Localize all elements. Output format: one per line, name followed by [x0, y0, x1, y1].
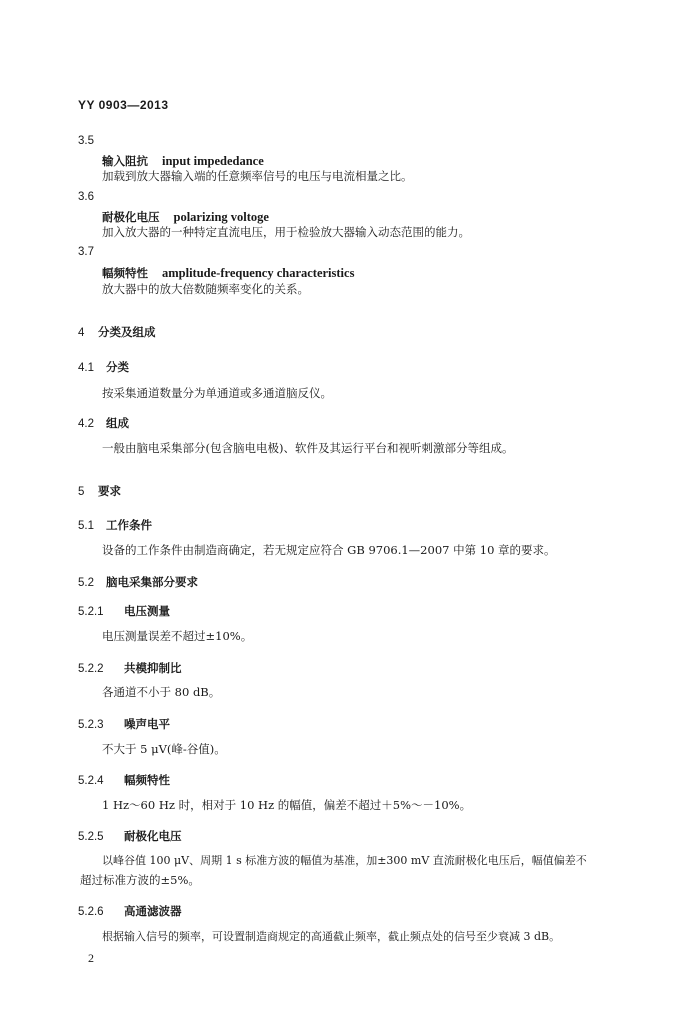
- term-definition: 加入放大器的一种特定直流电压，用于检验放大器输入动态范围的能力。: [102, 225, 470, 239]
- page-number: 2: [88, 951, 94, 965]
- section-title: 噪声电平: [124, 717, 170, 731]
- section-number: 5.2.2: [78, 663, 104, 675]
- term-en: input impededance: [162, 154, 264, 168]
- section-body: 1 Hz～60 Hz 时，相对于 10 Hz 的幅值，偏差不超过＋5%～－10%。: [102, 798, 472, 812]
- term-zh: 耐极化电压: [102, 210, 160, 224]
- section-heading: [78, 480, 121, 499]
- section-heading: [78, 321, 156, 340]
- section-heading: [78, 769, 170, 788]
- section-title: 耐极化电压: [124, 829, 182, 843]
- section-number: 4.1: [78, 362, 94, 374]
- section-body: 不大于 5 μV(峰-谷值)。: [102, 742, 226, 756]
- section-number: 5.2.3: [78, 719, 104, 731]
- term-zh: 输入阻抗: [102, 154, 148, 168]
- section-title: 要求: [98, 484, 121, 498]
- term-number: 3.5: [78, 135, 94, 147]
- section-title: 高通滤波器: [124, 904, 182, 918]
- term-heading: [102, 262, 354, 281]
- section-number: 4: [78, 327, 85, 339]
- section-number: 5.2.5: [78, 831, 104, 843]
- section-title: 共模抑制比: [124, 661, 182, 675]
- term-en: amplitude-frequency characteristics: [162, 266, 355, 280]
- section-body: 按采集通道数量分为单通道或多通道脑反仪。: [102, 386, 332, 400]
- section-number: 5.2.4: [78, 775, 104, 787]
- section-number: 5.1: [78, 520, 94, 532]
- section-title: 分类及组成: [98, 325, 156, 339]
- term-number: 3.7: [78, 246, 94, 258]
- term-number: 3.6: [78, 191, 94, 203]
- section-title: 分类: [106, 360, 129, 374]
- section-number: 4.2: [78, 418, 94, 430]
- section-heading: [78, 900, 182, 919]
- term-heading: [102, 206, 269, 225]
- section-heading: [78, 356, 129, 375]
- section-heading: [78, 412, 129, 431]
- section-title: 电压测量: [124, 604, 170, 618]
- section-heading: [78, 600, 170, 619]
- section-title: 幅频特性: [124, 773, 170, 787]
- section-body-line: 超过标准方波的±5%。: [80, 873, 200, 887]
- section-number: 5: [78, 486, 85, 498]
- section-heading: [78, 657, 182, 676]
- section-heading: [78, 514, 152, 533]
- section-title: 组成: [106, 416, 129, 430]
- section-number: 5.2.1: [78, 606, 104, 618]
- section-heading: [78, 825, 182, 844]
- section-title: 工作条件: [106, 518, 152, 532]
- term-heading: [102, 150, 264, 169]
- term-definition: 放大器中的放大倍数随频率变化的关系。: [102, 282, 309, 296]
- section-heading: [78, 713, 170, 732]
- section-body-line: 以峰谷值 100 μV、周期 1 s 标准方波的幅值为基准，加±300 mV 直流耐极化电压后，幅值偏差不: [102, 854, 587, 867]
- term-zh: 幅频特性: [102, 266, 148, 280]
- section-body: 各通道不小于 80 dB。: [102, 685, 221, 699]
- standard-code: YY 0903—2013: [78, 98, 169, 112]
- section-number: 5.2: [78, 577, 94, 589]
- section-body: 电压测量误差不超过±10%。: [102, 629, 253, 643]
- section-body: 设备的工作条件由制造商确定，若无规定应符合 GB 9706.1—2007 中第 10 章的要求。: [102, 543, 556, 557]
- section-body: 一般由脑电采集部分(包含脑电电极)、软件及其运行平台和视听刺激部分等组成。: [102, 441, 514, 455]
- section-number: 5.2.6: [78, 906, 104, 918]
- term-en: polarizing voltoge: [173, 210, 269, 224]
- term-definition: 加载到放大器输入端的任意频率信号的电压与电流相量之比。: [102, 169, 413, 183]
- section-title: 脑电采集部分要求: [106, 575, 198, 589]
- section-body: 根据输入信号的频率，可设置制造商规定的高通截止频率，截止频点处的信号至少衰减 3 dB。: [102, 930, 561, 943]
- section-heading: [78, 571, 198, 590]
